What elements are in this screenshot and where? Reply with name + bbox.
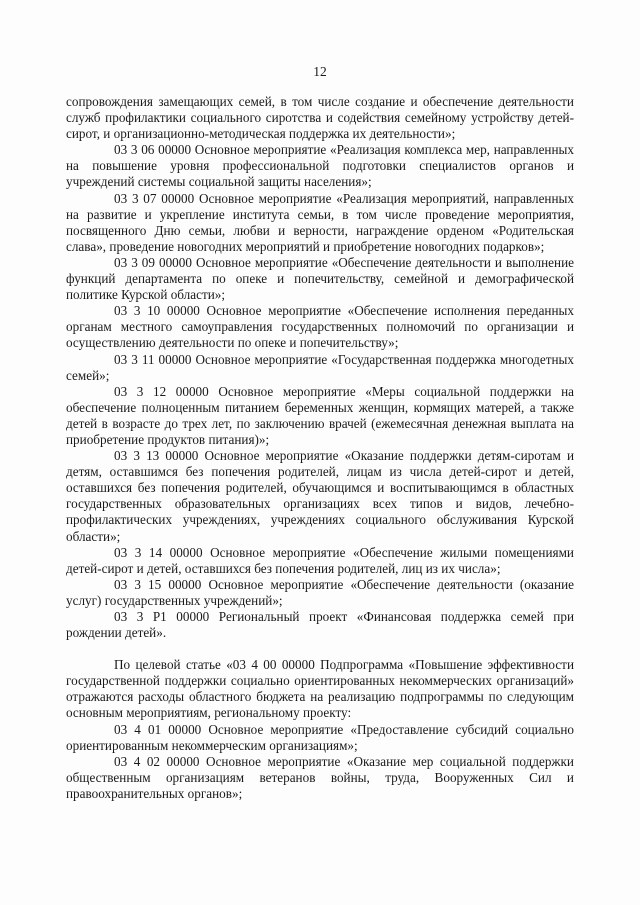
paragraph: 03 4 01 00000 Основное мероприятие «Предоставление субсидий социально ориентированным некоммерческим организациям»; — [66, 721, 574, 753]
page-number: 12 — [313, 64, 327, 79]
paragraph: 03 3 09 00000 Основное мероприятие «Обеспечение деятельности и выполнение функций департамента по опеке и попечительству, семейной и демографической политике Курской области»; — [66, 254, 574, 303]
paragraph: сопровождения замещающих семей, в том числе создание и обеспечение деятельности служб профилактики социального сиротства и содействия семейному устройству детей-сирот, и организационно-методическая поддержка их деятельности»; — [66, 94, 574, 142]
paragraph: 03 3 07 00000 Основное мероприятие «Реализация мероприятий, направленных на развитие и укрепление института семьи, в том числе проведение мероприятия, посвященного Дню семьи, любви и верности, награждение орденом «Родительская слава», проведение новогодних мероприятий и приобретение новогодних подарков»; — [66, 190, 574, 254]
paragraph: 03 4 02 00000 Основное мероприятие «Оказание мер социальной поддержки общественным организациям ветеранов войны, труда, Вооруженных Сил и правоохранительных органов»; — [66, 753, 574, 801]
paragraph-spacer — [66, 641, 574, 657]
document-body — [66, 94, 574, 802]
paragraph: 03 3 15 00000 Основное мероприятие «Обеспечение деятельности (оказание услуг) государственных учреждений»; — [66, 576, 574, 608]
paragraph: 03 3 06 00000 Основное мероприятие «Реализация комплекса мер, направленных на повышение уровня профессиональной подготовки специалистов органов и учреждений системы социальной защиты населения»; — [66, 142, 574, 190]
paragraph: 03 3 11 00000 Основное мероприятие «Государственная поддержка многодетных семей»; — [66, 351, 574, 383]
paragraph: 03 3 13 00000 Основное мероприятие «Оказание поддержки детям-сиротам и детям, оставшимся без попечения родителей, лицам из числа детей-сирот и детей, оставшихся без попечения родителей, обучающимся и воспитывающимся в областных государственных образовательных организациях всех типов и видов, лечебно-профилактических учреждениях, учреждениях социального обслуживания Курской области»; — [66, 448, 574, 544]
paragraph: 03 3 10 00000 Основное мероприятие «Обеспечение исполнения переданных органам местного самоуправления государственных полномочий по организации и осуществлению деятельности по опеке и попечительству»; — [66, 303, 574, 351]
paragraph: 03 3 P1 00000 Региональный проект «Финансовая поддержка семей при рождении детей». — [66, 609, 574, 641]
paragraph: По целевой статье «03 4 00 00000 Подпрограмма «Повышение эффективности государственной поддержки социально ориентированных некоммерческих организаций» отражаются расходы областного бюджета на реализацию подпрограммы по следующим основным мероприятиям, региональному проекту: — [66, 657, 574, 721]
paragraph: 03 3 14 00000 Основное мероприятие «Обеспечение жилыми помещениями детей-сирот и детей, оставшихся без попечения родителей, лиц из их числа»; — [66, 544, 574, 576]
paragraph: 03 3 12 00000 Основное мероприятие «Меры социальной поддержки на обеспечение полноценным питанием беременных женщин, кормящих матерей, а также детей в возрасте до трех лет, по заключению врачей (ежемесячная денежная выплата на приобретение продуктов питания)»; — [66, 383, 574, 447]
